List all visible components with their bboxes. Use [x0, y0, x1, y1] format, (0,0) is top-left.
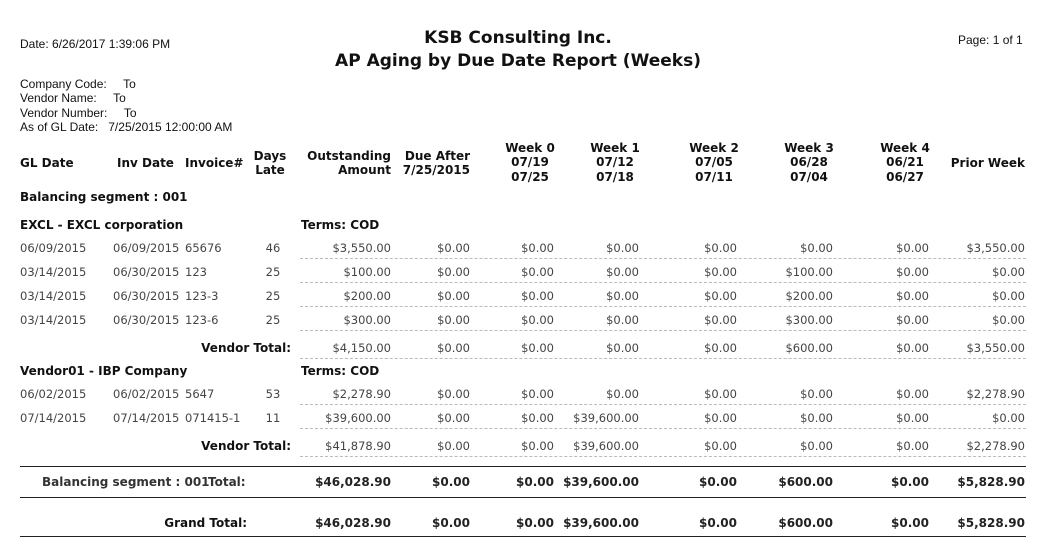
amount-cell: $0.00: [437, 265, 470, 279]
row-divider: [300, 404, 1026, 405]
report-date: Date: 6/26/2017 1:39:06 PM: [20, 37, 171, 51]
vendor-total-cell: $41,878.90: [325, 439, 391, 453]
amount-cell: $200.00: [343, 289, 391, 303]
gl-date-cell: 07/14/2015: [20, 411, 87, 425]
header-late: Late: [255, 163, 285, 177]
grand-total-rule: [20, 536, 1026, 537]
segment-total-cell: $600.00: [778, 475, 833, 489]
invoice-cell: 123-3: [185, 289, 219, 303]
grand-total-cell: $39,600.00: [563, 516, 639, 530]
inv-date-cell: 06/09/2015: [113, 241, 180, 255]
amount-cell: $3,550.00: [966, 241, 1025, 255]
amount-cell: $2,278.90: [332, 387, 391, 401]
grand-total-cell: $0.00: [699, 516, 737, 530]
amount-cell: $0.00: [896, 265, 929, 279]
segment-total-cell: $0.00: [699, 475, 737, 489]
amount-cell: $39,600.00: [325, 411, 391, 425]
header-due-after: Due After: [404, 149, 470, 163]
inv-date-cell: 06/30/2015: [113, 265, 180, 279]
days-late-cell: 53: [265, 387, 281, 401]
grand-total-cell: $600.00: [778, 516, 833, 530]
vendor-total-cell: $0.00: [800, 439, 833, 453]
header-week3-start: 06/28: [790, 155, 828, 169]
segment-total-label: Balancing segment : 001: [42, 475, 210, 489]
vendor-total-label: Vendor Total:: [201, 341, 291, 355]
segment-total-cell: $46,028.90: [315, 475, 391, 489]
vendor-total-divider: [300, 358, 1026, 359]
amount-cell: $0.00: [896, 241, 929, 255]
segment-label: Balancing segment : 001: [20, 190, 188, 204]
row-divider: [300, 306, 1026, 307]
segment-total-cell: $39,600.00: [563, 475, 639, 489]
header-week2-end: 07/11: [695, 170, 733, 184]
amount-cell: $300.00: [343, 313, 391, 327]
vendor-total-divider: [300, 456, 1026, 457]
amount-cell: $0.00: [800, 241, 833, 255]
grand-total-cell: $5,828.90: [957, 516, 1025, 530]
invoice-cell: 123: [185, 265, 207, 279]
inv-date-cell: 07/14/2015: [113, 411, 180, 425]
row-divider: [300, 282, 1026, 283]
vendor-total-cell: $2,278.90: [966, 439, 1025, 453]
header-week0-end: 07/25: [511, 170, 549, 184]
amount-cell: $0.00: [437, 241, 470, 255]
amount-cell: $39,600.00: [573, 411, 639, 425]
invoice-cell: 65676: [185, 241, 222, 255]
header-due-after-date: 7/25/2015: [402, 163, 470, 177]
grand-total-label: Grand Total:: [164, 516, 247, 530]
amount-cell: $0.00: [606, 241, 639, 255]
amount-cell: $0.00: [606, 289, 639, 303]
row-divider: [300, 258, 1026, 259]
header-week3: Week 3: [784, 141, 834, 155]
header-amount: Amount: [338, 163, 391, 177]
amount-cell: $0.00: [992, 265, 1025, 279]
row-divider: [300, 428, 1026, 429]
param-company-code: Company Code: To: [20, 77, 136, 91]
vendor-total-cell: $0.00: [704, 341, 737, 355]
param-as-of-date: As of GL Date: 7/25/2015 12:00:00 AM: [20, 120, 233, 134]
vendor-total-cell: $3,550.00: [966, 341, 1025, 355]
segment-total-cell: $0.00: [516, 475, 554, 489]
vendor-terms: Terms: COD: [301, 218, 380, 232]
amount-cell: $100.00: [785, 265, 833, 279]
vendor-total-cell: $0.00: [437, 341, 470, 355]
vendor-total-cell: $0.00: [704, 439, 737, 453]
vendor-total-cell: $0.00: [437, 439, 470, 453]
header-outstanding: Outstanding: [307, 149, 391, 163]
vendor-terms: Terms: COD: [301, 364, 380, 378]
vendor-total-cell: $4,150.00: [332, 341, 391, 355]
segment-total-total-label: Total:: [208, 475, 246, 489]
vendor-total-cell: $0.00: [896, 341, 929, 355]
amount-cell: $300.00: [785, 313, 833, 327]
vendor-total-cell: $0.00: [896, 439, 929, 453]
gl-date-cell: 06/02/2015: [20, 387, 87, 401]
amount-cell: $0.00: [704, 241, 737, 255]
amount-cell: $0.00: [704, 411, 737, 425]
amount-cell: $0.00: [606, 265, 639, 279]
days-late-cell: 25: [265, 265, 281, 279]
row-divider: [300, 330, 1026, 331]
gl-date-cell: 03/14/2015: [20, 313, 87, 327]
header-week1-start: 07/12: [596, 155, 634, 169]
header-week3-end: 07/04: [790, 170, 828, 184]
invoice-cell: 071415-1: [185, 411, 241, 425]
header-week4-end: 06/27: [886, 170, 924, 184]
vendor-total-cell: $39,600.00: [573, 439, 639, 453]
amount-cell: $0.00: [521, 387, 554, 401]
param-vendor-number: Vendor Number: To: [20, 106, 137, 120]
vendor-total-cell: $0.00: [521, 439, 554, 453]
days-late-cell: 11: [265, 411, 281, 425]
header-week2-start: 07/05: [695, 155, 733, 169]
amount-cell: $0.00: [437, 289, 470, 303]
amount-cell: $0.00: [992, 289, 1025, 303]
segment-total-rule-bottom: [20, 497, 1026, 498]
grand-total-cell: $0.00: [891, 516, 929, 530]
amount-cell: $0.00: [437, 411, 470, 425]
amount-cell: $0.00: [896, 289, 929, 303]
vendor-total-cell: $600.00: [785, 341, 833, 355]
amount-cell: $0.00: [437, 387, 470, 401]
header-week2: Week 2: [689, 141, 739, 155]
amount-cell: $100.00: [343, 265, 391, 279]
header-week0-start: 07/19: [511, 155, 549, 169]
amount-cell: $0.00: [704, 313, 737, 327]
segment-total-rule-top: [20, 466, 1026, 467]
vendor-total-cell: $0.00: [521, 341, 554, 355]
amount-cell: $0.00: [896, 411, 929, 425]
grand-total-cell: $0.00: [516, 516, 554, 530]
header-invoice: Invoice#: [185, 156, 244, 170]
amount-cell: $0.00: [704, 387, 737, 401]
amount-cell: $0.00: [992, 411, 1025, 425]
amount-cell: $0.00: [896, 313, 929, 327]
grand-total-cell: $46,028.90: [315, 516, 391, 530]
gl-date-cell: 03/14/2015: [20, 289, 87, 303]
vendor-name: Vendor01 - IBP Company: [20, 364, 188, 378]
segment-total-cell: $0.00: [432, 475, 470, 489]
amount-cell: $0.00: [437, 313, 470, 327]
company-name: KSB Consulting Inc.: [424, 28, 612, 48]
inv-date-cell: 06/02/2015: [113, 387, 180, 401]
amount-cell: $3,550.00: [332, 241, 391, 255]
page-number: Page: 1 of 1: [958, 33, 1023, 47]
header-week0: Week 0: [505, 141, 555, 155]
amount-cell: $0.00: [521, 241, 554, 255]
header-week4-start: 06/21: [886, 155, 924, 169]
param-vendor-name: Vendor Name: To: [20, 91, 126, 105]
header-gl-date: GL Date: [20, 156, 74, 170]
inv-date-cell: 06/30/2015: [113, 289, 180, 303]
amount-cell: $0.00: [521, 289, 554, 303]
amount-cell: $0.00: [606, 387, 639, 401]
amount-cell: $0.00: [704, 265, 737, 279]
amount-cell: $0.00: [800, 387, 833, 401]
invoice-cell: 123-6: [185, 313, 219, 327]
days-late-cell: 25: [265, 289, 281, 303]
amount-cell: $2,278.90: [966, 387, 1025, 401]
header-week1-end: 07/18: [596, 170, 634, 184]
segment-total-cell: $5,828.90: [957, 475, 1025, 489]
amount-cell: $0.00: [704, 289, 737, 303]
vendor-total-label: Vendor Total:: [201, 439, 291, 453]
days-late-cell: 25: [265, 313, 281, 327]
days-late-cell: 46: [265, 241, 281, 255]
amount-cell: $0.00: [800, 411, 833, 425]
vendor-total-cell: $0.00: [606, 341, 639, 355]
report-title: AP Aging by Due Date Report (Weeks): [335, 51, 701, 71]
amount-cell: $0.00: [521, 265, 554, 279]
segment-total-cell: $0.00: [891, 475, 929, 489]
header-week4: Week 4: [880, 141, 930, 155]
vendor-name: EXCL - EXCL corporation: [20, 218, 184, 232]
header-days: Days: [253, 149, 287, 163]
gl-date-cell: 06/09/2015: [20, 241, 87, 255]
grand-total-cell: $0.00: [432, 516, 470, 530]
invoice-cell: 5647: [185, 387, 215, 401]
header-week1: Week 1: [590, 141, 640, 155]
amount-cell: $0.00: [521, 313, 554, 327]
amount-cell: $0.00: [896, 387, 929, 401]
amount-cell: $200.00: [785, 289, 833, 303]
header-inv-date: Inv Date: [117, 156, 174, 170]
amount-cell: $0.00: [606, 313, 639, 327]
gl-date-cell: 03/14/2015: [20, 265, 87, 279]
amount-cell: $0.00: [521, 411, 554, 425]
inv-date-cell: 06/30/2015: [113, 313, 180, 327]
amount-cell: $0.00: [992, 313, 1025, 327]
header-prior-week: Prior Week: [950, 156, 1025, 170]
